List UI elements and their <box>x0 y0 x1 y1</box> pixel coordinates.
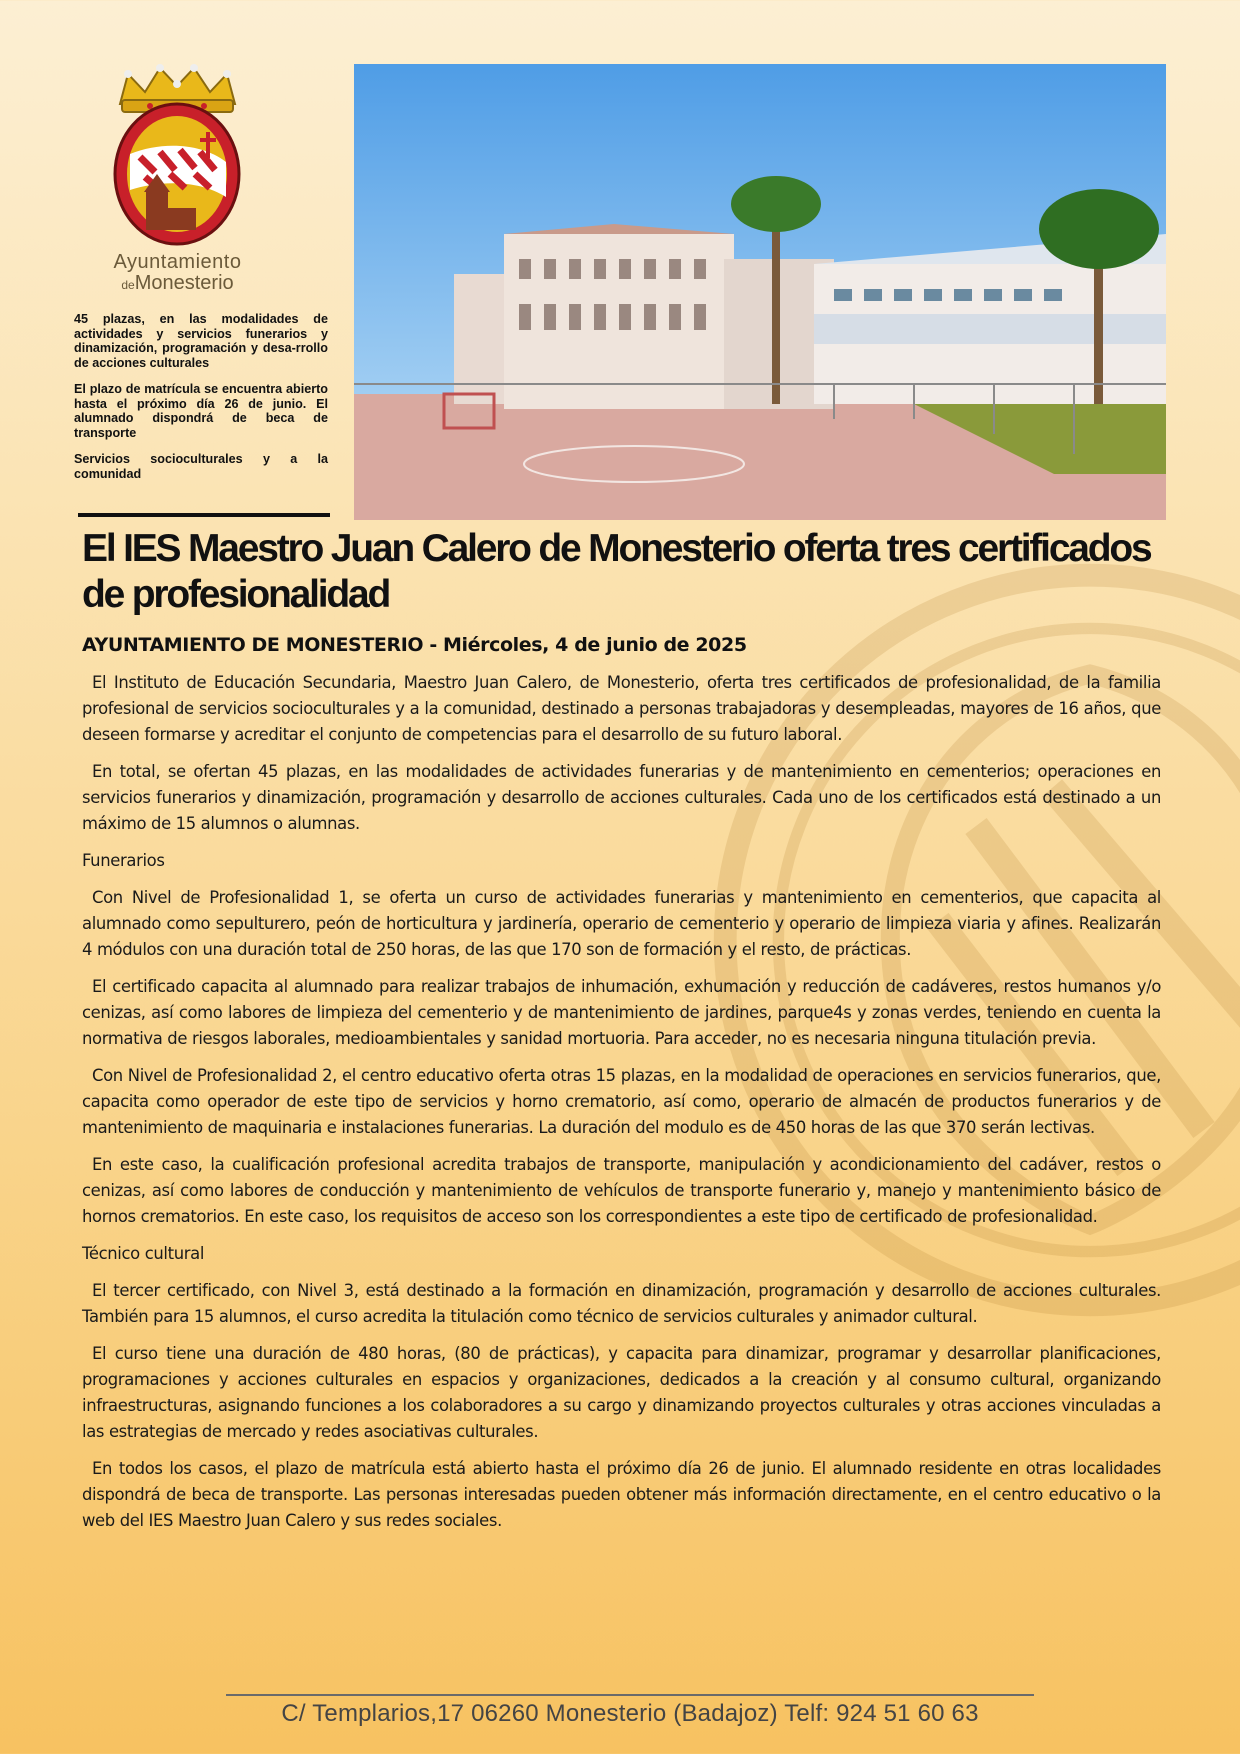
paragraph: El curso tiene una duración de 480 horas, (80 de prácticas), y capacita para dinamizar, programar y desarrollar planificaciones, programaciones y acciones culturales en espacios y organizaciones, dedicados a la creación y al consumo cultural, organizando infraestructuras, asignando funciones a los colaboradores a su cargo y dinamizando proyectos culturales y otras acciones vinculadas a las estrategias de mercado y redes asociativas culturales. <box>82 1344 1161 1441</box>
summary-divider <box>78 513 330 517</box>
paragraph: En este caso, la cualificación profesional acredita trabajos de transporte, manipulación y acondicionamiento del cadáver, restos o cenizas, así como labores de conducción y mantenimiento de vehículos de transporte funerario y, manejo y mantenimiento básico de hornos crematorios. En este caso, los requisitos de acceso son los correspondientes a este tipo de certificado de profesionalidad. <box>82 1155 1161 1226</box>
summary-box <box>74 312 328 493</box>
headline: El IES Maestro Juan Calero de Monesterio oferta tres certificados de profesionalidad <box>82 527 1151 616</box>
paragraph: El tercer certificado, con Nivel 3, está destinado a la formación en dinamización, programación y desarrollo de acciones culturales. También para 15 alumnos, el curso acredita la titulación como técnico de servicios culturales y animador cultural. <box>82 1281 1161 1326</box>
footer-address: C/ Templarios,17 06260 Monesterio (Badajoz) Telf: 924 51 60 63 <box>281 1700 979 1727</box>
logo-wordmark <box>100 252 255 293</box>
coat-of-arms-icon <box>100 62 255 252</box>
school-photo <box>354 64 1166 520</box>
paragraph: Con Nivel de Profesionalidad 1, se oferta un curso de actividades funerarias y mantenimiento en cementerios, que capacita al alumnado como sepulturero, peón de horticultura y jardinería, operario de cementerio y operario de limpieza viaria y afines. Realizarán 4 módulos con una duración total de 250 horas, de las que 170 son de formación y el resto, de prácticas. <box>82 888 1161 959</box>
summary-item: El plazo de matrícula se encuentra abierto hasta el próximo día 26 de junio. El alumnado dispondrá de beca de transporte <box>74 382 328 440</box>
article-body <box>82 670 1161 1545</box>
paragraph: Con Nivel de Profesionalidad 2, el centro educativo oferta otras 15 plazas, en la modalidad de operaciones en servicios funerarios, que, capacita como operador de este tipo de servicios y horno crematorio, así como, operario de almacén de productos funerarios y de mantenimiento de maquinaria e instalaciones funerarias. La duración del modulo es de 450 horas de las que 370 serán lectivas. <box>82 1066 1161 1137</box>
byline: AYUNTAMIENTO DE MONESTERIO - Miércoles, 4 de junio de 2025 <box>82 634 747 656</box>
summary-item: 45 plazas, en las modalidades de actividades y servicios funerarios y dinamización, programación y desa-rrollo de acciones culturales <box>74 312 328 370</box>
section-subheading: Funerarios <box>82 851 165 870</box>
footer-divider <box>226 1694 1034 1696</box>
section-subheading: Técnico cultural <box>82 1244 205 1263</box>
municipal-logo <box>100 62 255 302</box>
paragraph: En todos los casos, el plazo de matrícula está abierto hasta el próximo día 26 de junio. El alumnado residente en otras localidades dispondrá de beca de transporte. Las personas interesadas pueden obtener más información directamente, en el centro educativo o la web del IES Maestro Juan Calero y sus redes sociales. <box>82 1459 1161 1530</box>
logo-line-ayuntamiento: Ayuntamiento <box>113 251 242 273</box>
paragraph: El Instituto de Educación Secundaria, Maestro Juan Calero, de Monesterio, oferta tres certificados de profesionalidad, de la familia profesional de servicios socioculturales y a la comunidad, destinado a personas trabajadoras y desempleadas, mayores de 16 años, que deseen formarse y acreditar el conjunto de competencias para el desarrollo de su futuro laboral. <box>82 673 1161 744</box>
summary-item: Servicios socioculturales y a la comunidad <box>74 452 328 481</box>
logo-line-monesterio: deMonesterio <box>121 272 234 294</box>
paragraph: El certificado capacita al alumnado para realizar trabajos de inhumación, exhumación y reducción de cadáveres, restos humanos y/o cenizas, así como labores de limpieza del cementerio y de mantenimiento de jardines, parque4s y zonas verdes, teniendo en cuenta la normativa de riesgos laborales, medioambientales y sanidad mortuoria. Para acceder, no es necesaria ninguna titulación previa. <box>82 977 1161 1048</box>
paragraph: En total, se ofertan 45 plazas, en las modalidades de actividades funerarias y de mantenimiento en cementerios; operaciones en servicios funerarios y dinamización, programación y desarrollo de acciones culturales. Cada uno de los certificados está destinado a un máximo de 15 alumnos o alumnas. <box>82 762 1161 833</box>
